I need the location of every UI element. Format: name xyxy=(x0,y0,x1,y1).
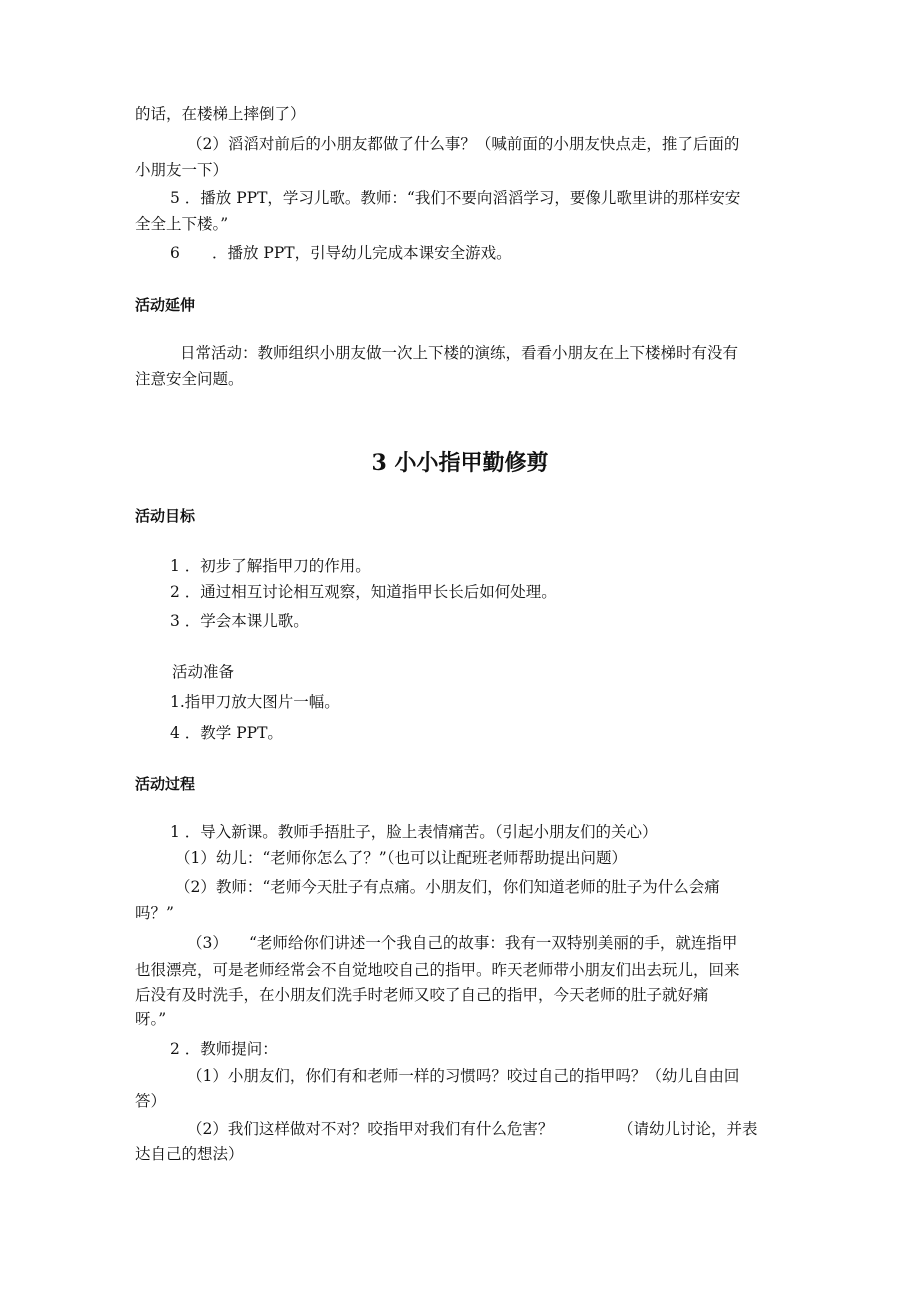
text-line: 的话，在楼梯上摔倒了） xyxy=(135,105,306,123)
text-line: ．播放 PPT，引导幼儿完成本课安全游戏。 xyxy=(212,244,512,262)
lesson-title: 3 小小指甲勤修剪 xyxy=(371,450,549,476)
text-line: 全全上下楼。” xyxy=(135,215,229,233)
text-line: 小朋友一下） xyxy=(135,161,229,179)
list-item: 2 ．通过相互讨论相互观察，知道指甲长长后如何处理。 xyxy=(170,583,557,601)
text-line: （2）教师：“老师今天肚子有点痛。小朋友们，你们知道老师的肚子为什么会痛 xyxy=(175,878,720,896)
text-line: （1）幼儿：“老师你怎么了？”（也可以让配班老师帮助提出问题） xyxy=(175,849,627,867)
text-line: 答） xyxy=(135,1092,167,1110)
text-line: 注意安全问题。 xyxy=(135,370,244,388)
text-line: 2 ．教师提问： xyxy=(170,1040,278,1058)
list-item: 3 ．学会本课儿歌。 xyxy=(170,612,309,630)
section-heading-preparation: 活动准备 xyxy=(172,663,235,681)
text-line: 1 ．导入新课。教师手捂肚子，脸上表情痛苦。（引起小朋友们的关心） xyxy=(170,823,658,841)
text-line: 呀。” xyxy=(135,1010,167,1028)
list-item: 1.指甲刀放大图片一幅。 xyxy=(170,693,340,711)
text-line: 5 ．播放 PPT，学习儿歌。教师：“我们不要向滔滔学习，要像儿歌里讲的那样安安 xyxy=(170,189,741,207)
section-heading-goals: 活动目标 xyxy=(135,507,196,525)
text-line: 吗？” xyxy=(135,904,174,922)
text-line: 日常活动：教师组织小朋友做一次上下楼的演练，看看小朋友在上下楼梯时有没有 xyxy=(180,344,739,362)
list-item: 1 ．初步了解指甲刀的作用。 xyxy=(170,557,371,575)
list-number: （3） xyxy=(187,934,228,952)
section-heading-process: 活动过程 xyxy=(135,775,196,793)
list-number: 6 xyxy=(170,244,180,262)
section-heading-extension: 活动延伸 xyxy=(135,296,196,314)
text-line: “老师给你们讲述一个我自己的故事：我有一双特别美丽的手，就连指甲 xyxy=(249,934,738,952)
text-line: （1）小朋友们，你们有和老师一样的习惯吗？咬过自己的指甲吗？（幼儿自由回 xyxy=(187,1067,740,1085)
text-line: 后没有及时洗手，在小朋友们洗手时老师又咬了自己的指甲，今天老师的肚子就好痛 xyxy=(135,986,709,1004)
text-line: （2）我们这样做对不对？咬指甲对我们有什么危害？ xyxy=(187,1120,554,1138)
text-line: 达自己的想法） xyxy=(135,1145,244,1163)
text-line: 也很漂亮，可是老师经常会不自觉地咬自己的指甲。昨天老师带小朋友们出去玩儿，回来 xyxy=(135,961,740,979)
list-item: 4 ．教学 PPT。 xyxy=(170,724,283,742)
text-line: （2）滔滔对前后的小朋友都做了什么事？（喊前面的小朋友快点走，推了后面的 xyxy=(187,135,740,153)
text-line: （请幼儿讨论，并表 xyxy=(618,1120,758,1138)
